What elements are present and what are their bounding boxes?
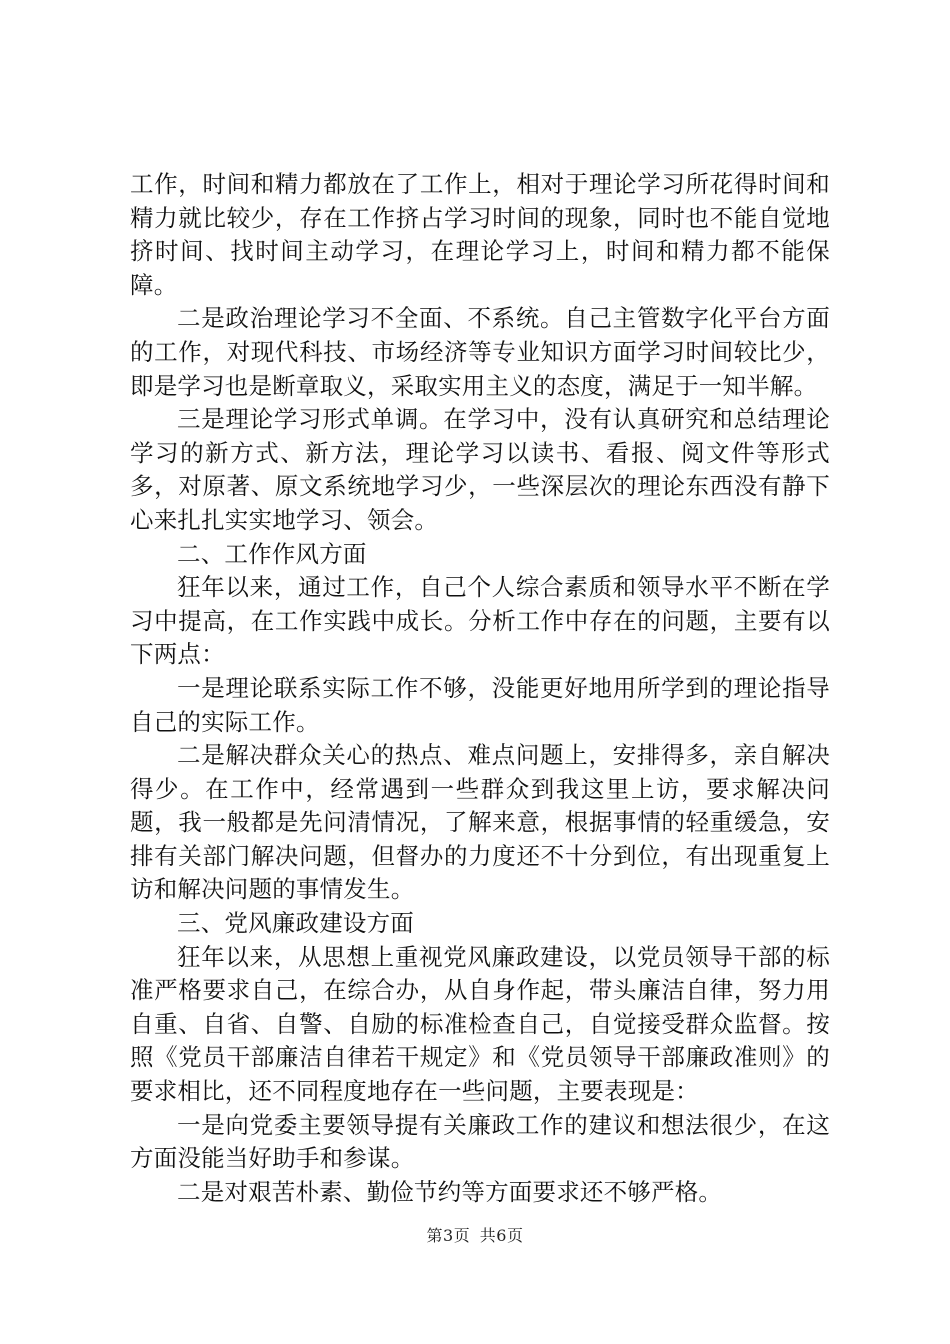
paragraph-integrity-point-1: 一是向党委主要领导提有关廉政工作的建议和想法很少，在这方面没能当好助手和参谋。 — [130, 1110, 830, 1173]
paragraph-integrity-intro: 狂年以来，从思想上重视党风廉政建设，以党员领导干部的标准严格要求自己，在综合办，从自身作起，带头廉洁自律，努力用自重、自省、自警、自励的标准检查自己，自觉接受群众监督。按照《党员干部廉洁自律若干规定》和《党员领导干部廉政准则》的要求相比，还不同程度地存在一些问题，主要表现是： — [130, 942, 830, 1106]
paragraph-work-style-point-1: 一是理论联系实际工作不够，没能更好地用所学到的理论指导自己的实际工作。 — [130, 673, 830, 736]
page-number: 第3页 — [426, 1226, 471, 1245]
paragraph-study-incomplete: 二是政治理论学习不全面、不系统。自己主管数字化平台方面的工作，对现代科技、市场经济等专业知识方面学习时间较比少，即是学习也是断章取义，采取实用主义的态度，满足于一知半解。 — [130, 304, 830, 400]
document-body — [130, 168, 830, 1209]
paragraph-integrity-point-2: 二是对艰苦朴素、勤俭节约等方面要求还不够严格。 — [177, 1177, 723, 1206]
paragraph-work-style-intro: 狂年以来，通过工作，自己个人综合素质和领导水平不断在学习中提高，在工作实践中成长。分析工作中存在的问题，主要有以下两点： — [130, 573, 830, 669]
page-footer — [0, 1226, 950, 1246]
paragraph-study-monotonous: 三是理论学习形式单调。在学习中，没有认真研究和总结理论学习的新方式、新方法，理论学习以读书、看报、阅文件等形式多，对原著、原文系统地学习少，一些深层次的理论东西没有静下心来扎扎实实地学习、领会。 — [130, 405, 830, 534]
page-total: 共6页 — [479, 1226, 524, 1245]
section-heading-work-style: 二、工作作风方面 — [177, 539, 367, 568]
section-heading-integrity: 三、党风廉政建设方面 — [177, 909, 414, 938]
paragraph-study-time: 工作，时间和精力都放在了工作上，相对于理论学习所花得时间和精力就比较少，存在工作挤占学习时间的现象，同时也不能自觉地挤时间、找时间主动学习，在理论学习上，时间和精力都不能保障。 — [130, 170, 830, 299]
paragraph-work-style-point-2: 二是解决群众关心的热点、难点问题上，安排得多，亲自解决得少。在工作中，经常遇到一些群众到我这里上访，要求解决问题，我一般都是先问清情况，了解来意，根据事情的轻重缓急，安排有关部门解决问题，但督办的力度还不十分到位，有出现重复上访和解决问题的事情发生。 — [130, 741, 830, 904]
